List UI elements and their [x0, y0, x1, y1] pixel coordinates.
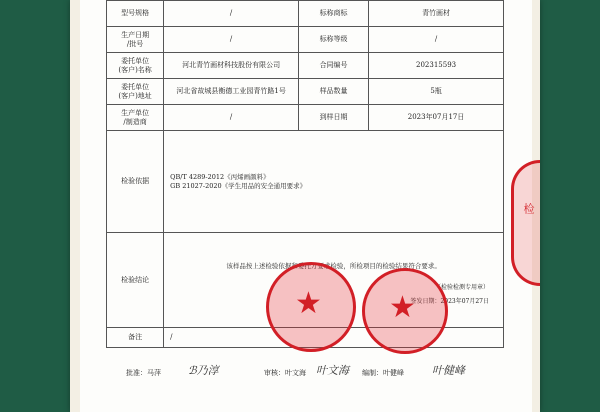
- contract-label: 合同编号: [299, 53, 369, 79]
- client-name-value: 河北青竹画材科技股份有限公司: [164, 53, 299, 79]
- approver-label: 批准：马萍: [126, 369, 161, 377]
- approver-signature: ℬ乃淳: [188, 364, 219, 377]
- table-row: [107, 1, 504, 27]
- model-label: 型号规格: [107, 1, 164, 27]
- table-row: [107, 27, 504, 53]
- model-value: /: [164, 1, 299, 27]
- trademark-value: 青竹画材: [369, 1, 504, 27]
- client-name-label: 委托单位 (客户)名称: [107, 53, 164, 79]
- official-seal-left: [266, 262, 356, 352]
- table-row: [107, 105, 504, 131]
- page-edge-seal: [511, 160, 540, 286]
- reviewer-signature: 叶文海: [316, 364, 349, 377]
- conclusion-label: 检验结论: [107, 233, 164, 328]
- production-date-value: /: [164, 27, 299, 53]
- basis-standard-2: GB 21027-2020《学生用品的安全通用要求》: [170, 181, 307, 190]
- table-row: [107, 131, 504, 233]
- table-row: [107, 53, 504, 79]
- grade-value: /: [369, 27, 504, 53]
- basis-standard-1: QB/T 4289-2012《丙烯画颜料》: [170, 172, 270, 181]
- conclusion-text: 该样品按上述检验依据和委托方要求检验，所检项目的检验结果符合要求。: [226, 262, 441, 270]
- document-frame: [70, 0, 540, 412]
- grade-label: 标称等级: [299, 27, 369, 53]
- production-date-label: 生产日期 /批号: [107, 27, 164, 53]
- client-address-value: 河北省故城县衡德工业园青竹路1号: [164, 79, 299, 105]
- contract-value: 202315593: [369, 53, 504, 79]
- trademark-label: 标称商标: [299, 1, 369, 27]
- remark-value: /: [164, 328, 504, 348]
- preparer-signature: 叶健峰: [432, 364, 465, 377]
- table-row: [107, 79, 504, 105]
- remark-label: 备注: [107, 328, 164, 348]
- manufacturer-label: 生产单位 /制造商: [107, 105, 164, 131]
- basis-label: 检验依据: [107, 131, 164, 233]
- seal-star-icon: ★: [389, 290, 416, 325]
- official-seal-right: [362, 268, 448, 354]
- reviewer-label: 审核：叶文海: [264, 369, 306, 377]
- manufacturer-value: /: [164, 105, 299, 131]
- arrival-date-label: 到样日期: [299, 105, 369, 131]
- conclusion-seal-line: （检验检测专用章）: [434, 284, 489, 291]
- preparer-label: 编制：叶健峰: [362, 369, 404, 377]
- seal-fragment: 检: [522, 203, 535, 214]
- arrival-date-value: 2023年07月17日: [369, 105, 504, 131]
- basis-cell: [164, 131, 504, 233]
- sample-qty-value: 5瓶: [369, 79, 504, 105]
- client-address-label: 委托单位 (客户)地址: [107, 79, 164, 105]
- sample-qty-label: 样品数量: [299, 79, 369, 105]
- report-page: [80, 0, 532, 412]
- issue-date: 签发日期：2023年07月27日: [410, 298, 489, 305]
- seal-star-icon: ★: [295, 286, 322, 321]
